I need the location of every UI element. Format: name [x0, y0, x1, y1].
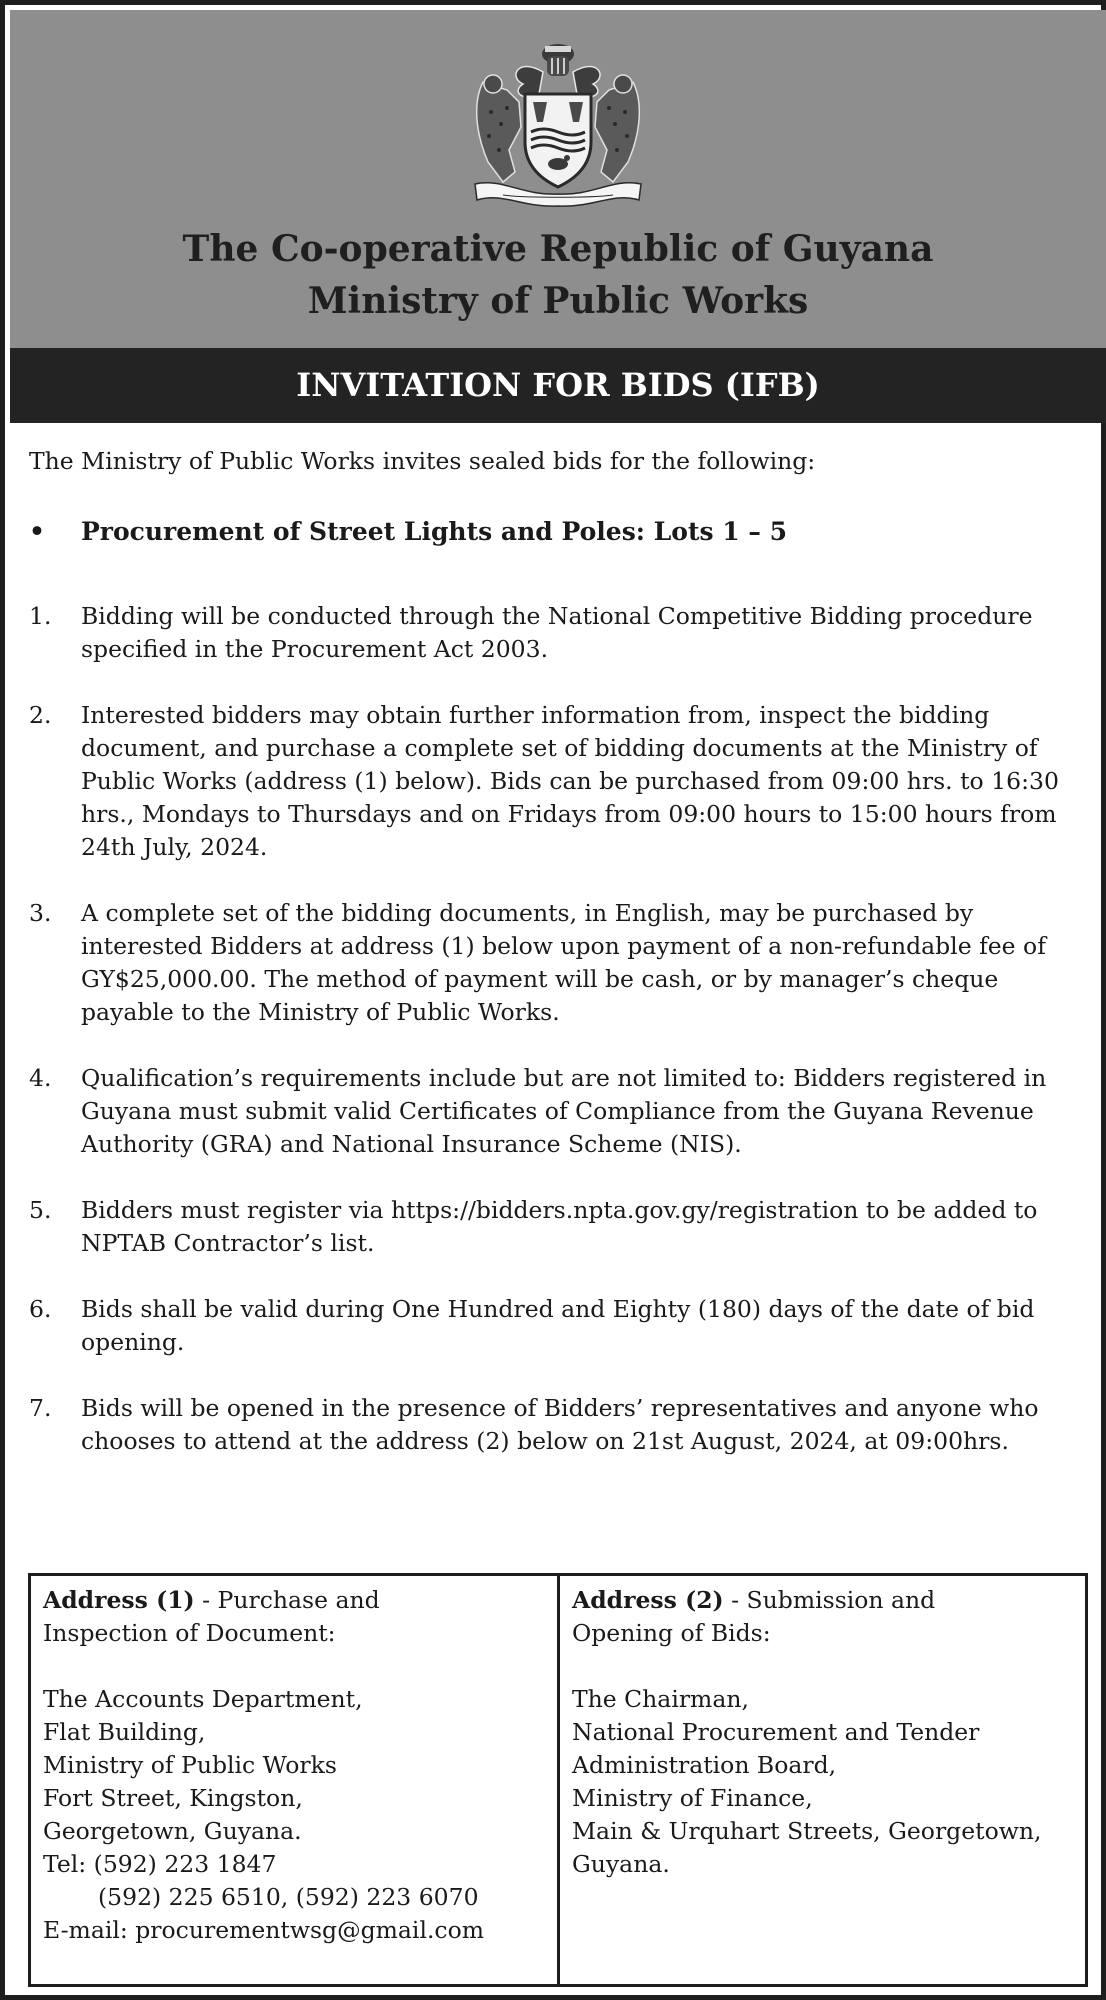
address-1-desc: - Purchase and	[194, 1586, 380, 1614]
header-panel	[10, 10, 1106, 348]
list-item	[29, 699, 1089, 864]
address-2-desc: - Submission and	[723, 1586, 936, 1614]
address-2-line: Administration Board,	[572, 1751, 837, 1779]
ministry-title: Ministry of Public Works	[307, 280, 809, 322]
list-item	[29, 1194, 1089, 1260]
list-item	[29, 1062, 1089, 1161]
address-1-email: E-mail: procurementwsg@gmail.com	[43, 1916, 485, 1944]
address-2-label: Address (2)	[572, 1586, 724, 1614]
item-text: Interested bidders may obtain further information from, inspect the bidding document, and purchase a complete set of bidding documents at the Ministry of Public Works (address (1) below). Bids can be purchased from 09:00 hrs. to 16:30 hrs., Mondays to Thursdays and on Fridays from 09:00 hours to 15:00 hours from 24th July, 2024.	[81, 701, 1059, 861]
address-1-tel: Tel: (592) 223 1847	[43, 1850, 277, 1878]
address-1-cell	[31, 1576, 560, 1984]
item-number: 7.	[29, 1394, 52, 1422]
address-1-line: Fort Street, Kingston,	[43, 1784, 303, 1812]
numbered-list	[29, 600, 1089, 1491]
bullet-icon: •	[29, 517, 45, 546]
item-number: 1.	[29, 602, 52, 630]
address-1-line: Ministry of Public Works	[43, 1751, 337, 1779]
address-1-label: Address (1)	[43, 1586, 195, 1614]
ifb-banner: INVITATION FOR BIDS (IFB)	[10, 348, 1106, 423]
address-1-line: The Accounts Department,	[43, 1685, 363, 1713]
item-text: Qualification’s requirements include but are not limited to: Bidders registered in Guyana must submit valid Certificates of Compliance from the Guyana Revenue Authority (GRA) and National Insurance Scheme (NIS).	[81, 1064, 1047, 1158]
item-number: 5.	[29, 1196, 52, 1224]
item-text: Bids shall be valid during One Hundred and Eighty (180) days of the date of bid opening.	[81, 1295, 1035, 1356]
item-number: 4.	[29, 1064, 52, 1092]
address-1-line: Georgetown, Guyana.	[43, 1817, 302, 1845]
list-item	[29, 600, 1089, 666]
list-item	[29, 1392, 1089, 1458]
address-1-tel-extra: (592) 225 6510, (592) 223 6070	[98, 1883, 479, 1911]
item-text: Bids will be opened in the presence of Bidders’ representatives and anyone who chooses to attend at the address (2) below on 21st August, 2024, at 09:00hrs.	[81, 1394, 1039, 1455]
bullet-text: Procurement of Street Lights and Poles: Lots 1 – 5	[81, 517, 787, 546]
coat-of-arms-icon	[463, 32, 653, 208]
address-2-line: Guyana.	[572, 1850, 670, 1878]
item-number: 3.	[29, 899, 52, 927]
address-table	[28, 1573, 1088, 1987]
list-item	[29, 1293, 1089, 1359]
address-1-desc-line2: Inspection of Document:	[43, 1619, 336, 1647]
address-2-line: The Chairman,	[572, 1685, 749, 1713]
item-text: Bidders must register via https://bidders.npta.gov.gy/registration to be added to NPTAB Contractor’s list.	[81, 1196, 1038, 1257]
item-number: 2.	[29, 701, 52, 729]
country-title: The Co-operative Republic of Guyana	[182, 228, 934, 270]
address-1-line: Flat Building,	[43, 1718, 206, 1746]
address-2-line: National Procurement and Tender	[572, 1718, 980, 1746]
address-2-line: Main & Urquhart Streets, Georgetown,	[572, 1817, 1042, 1845]
list-item	[29, 897, 1089, 1029]
address-2-desc-line2: Opening of Bids:	[572, 1619, 771, 1647]
item-number: 6.	[29, 1295, 52, 1323]
item-text: A complete set of the bidding documents, in English, may be purchased by interested Bidders at address (1) below upon payment of a non-refundable fee of GY$25,000.00. The method of payment will be cash, or by manager’s cheque payable to the Ministry of Public Works.	[81, 899, 1046, 1026]
item-text: Bidding will be conducted through the National Competitive Bidding procedure specified in the Procurement Act 2003.	[81, 602, 1033, 663]
intro-text: The Ministry of Public Works invites sealed bids for the following:	[29, 447, 816, 475]
address-2-cell	[560, 1576, 1085, 1984]
address-2-line: Ministry of Finance,	[572, 1784, 813, 1812]
